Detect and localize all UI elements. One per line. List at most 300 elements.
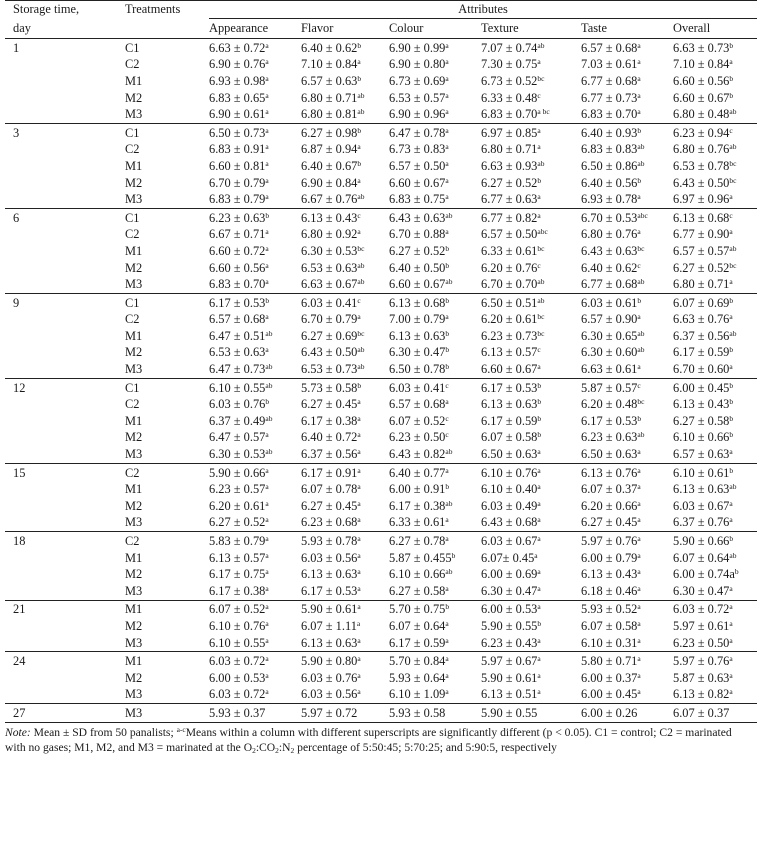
- table-row: [5, 260, 757, 277]
- significance-superscript: bc: [537, 73, 545, 83]
- mean-sd-value: 6.10 ± 0.40: [481, 482, 538, 497]
- texture-value-cell: [481, 57, 581, 74]
- treatment-cell: M3: [125, 277, 143, 292]
- significance-superscript: a: [445, 465, 449, 475]
- significance-superscript: b: [734, 567, 739, 577]
- significance-superscript: b: [537, 397, 542, 407]
- mean-sd-value: 5.90 ± 0.61: [481, 670, 538, 685]
- appearance-value-cell: [209, 550, 301, 567]
- texture-value-cell: [481, 276, 581, 293]
- mean-sd-value: 6.90 ± 0.80: [389, 57, 446, 72]
- colour-value-cell: [389, 312, 481, 329]
- appearance-value-cell: [209, 463, 301, 481]
- mean-sd-value: 6.63 ± 0.76: [673, 312, 730, 327]
- mean-sd-value: 6.37 ± 0.56: [673, 328, 730, 343]
- overall-value-cell: [673, 39, 757, 57]
- significance-superscript: c: [445, 380, 449, 390]
- mean-sd-value: 6.50 ± 0.78: [389, 362, 446, 377]
- mean-sd-value: 6.23 ± 0.50: [389, 430, 446, 445]
- table-row: [5, 515, 757, 532]
- significance-superscript: b: [729, 295, 734, 305]
- significance-superscript: a: [637, 227, 641, 237]
- colour-value-cell: [389, 498, 481, 515]
- flavor-value-cell: [301, 345, 389, 362]
- taste-value-cell: [581, 430, 673, 447]
- texture-value-cell: [481, 515, 581, 532]
- significance-superscript: a: [265, 312, 269, 322]
- texture-value-cell: [481, 90, 581, 107]
- flavor-value-cell: [301, 463, 389, 481]
- mean-sd-value: 6.20 ± 0.61: [209, 498, 266, 513]
- mean-sd-value: 6.30 ± 0.47: [481, 583, 538, 598]
- significance-superscript: a: [637, 550, 641, 560]
- mean-sd-value: 6.07 ± 0.37: [581, 482, 638, 497]
- mean-sd-value: 6.57 ± 0.50: [389, 158, 446, 173]
- significance-superscript: a: [537, 142, 541, 152]
- significance-superscript: b: [729, 40, 734, 50]
- texture-value-cell: [481, 670, 581, 687]
- mean-sd-value: 6.43 ± 0.82: [389, 447, 446, 462]
- mean-sd-value: 6.90 ± 0.99: [389, 40, 446, 55]
- colour-value-cell: [389, 481, 481, 498]
- storage-day-cell: [5, 243, 123, 260]
- significance-superscript: ab: [357, 345, 365, 355]
- overall-value-cell: [673, 175, 757, 192]
- table-row: [5, 583, 757, 600]
- significance-superscript: b: [451, 550, 456, 560]
- significance-superscript: a: [265, 192, 269, 202]
- texture-value-cell: [481, 123, 581, 141]
- mean-sd-value: 6.50 ± 0.51: [481, 295, 538, 310]
- mean-sd-value: 6.47 ± 0.57: [209, 430, 266, 445]
- mean-sd-value: 6.80 ± 0.92: [301, 227, 358, 242]
- texture-value-cell: [481, 191, 581, 208]
- mean-sd-value: 6.40 ± 0.50: [389, 260, 446, 275]
- mean-sd-value: 6.67 ± 0.76: [301, 192, 358, 207]
- treatment-cell: M2: [125, 498, 143, 513]
- mean-sd-value: 6.77 ± 0.73: [581, 90, 638, 105]
- storage-day-cell: [5, 481, 123, 498]
- mean-sd-value: 6.43 ± 0.63: [581, 243, 638, 258]
- mean-sd-value: 6.17 ± 0.53: [481, 380, 538, 395]
- col-overall: Overall: [673, 19, 757, 39]
- significance-superscript: c: [357, 210, 361, 220]
- significance-superscript: b: [445, 362, 450, 372]
- overall-value-cell: [673, 208, 757, 226]
- taste-value-cell: [581, 550, 673, 567]
- mean-sd-value: 6.30 ± 0.53: [209, 447, 266, 462]
- colour-value-cell: [389, 378, 481, 396]
- mean-sd-value: 6.23 ± 0.63: [209, 210, 266, 225]
- significance-superscript: a: [637, 583, 641, 593]
- taste-value-cell: [581, 328, 673, 345]
- significance-superscript: a: [265, 90, 269, 100]
- significance-superscript: a: [357, 482, 361, 492]
- mean-sd-value: 5.97 ± 0.72: [301, 705, 358, 720]
- appearance-value-cell: [209, 293, 301, 311]
- mean-sd-value: 5.97 ± 0.76: [673, 654, 730, 669]
- significance-superscript: a: [265, 515, 269, 525]
- mean-sd-value: 6.73 ± 0.69: [389, 73, 446, 88]
- significance-superscript: a: [265, 73, 269, 83]
- taste-value-cell: [581, 498, 673, 515]
- storage-day-cell: 9: [5, 293, 123, 311]
- mean-sd-value: 6.27 ± 0.69: [301, 328, 358, 343]
- mean-sd-value: 6.83 ± 0.75: [389, 192, 446, 207]
- mean-sd-value: 6.13 ± 0.57: [481, 345, 538, 360]
- appearance-value-cell: [209, 106, 301, 123]
- overall-value-cell: [673, 652, 757, 670]
- mean-sd-value: 6.57 ± 0.63: [301, 73, 358, 88]
- mean-sd-value: 6.53 ± 0.63: [209, 345, 266, 360]
- mean-sd-value: 6.70 ± 0.79: [209, 175, 266, 190]
- significance-superscript: a: [265, 602, 269, 612]
- storage-day-cell: 24: [5, 652, 123, 670]
- mean-sd-value: 6.80 ± 0.76: [673, 142, 730, 157]
- significance-superscript: a: [445, 635, 449, 645]
- significance-superscript: ab: [357, 90, 365, 100]
- significance-superscript: c: [445, 430, 449, 440]
- mean-sd-value: 6.53 ± 0.63: [301, 260, 358, 275]
- significance-superscript: ab: [357, 362, 365, 372]
- overall-value-cell: [673, 106, 757, 123]
- significance-superscript: b: [445, 328, 450, 338]
- significance-superscript: a: [637, 534, 641, 544]
- significance-superscript: c: [357, 295, 361, 305]
- mean-sd-value: 6.07 ± 0.78: [301, 482, 358, 497]
- colour-value-cell: [389, 293, 481, 311]
- texture-value-cell: [481, 652, 581, 670]
- treatment-cell: M2: [125, 670, 143, 685]
- table-row: [5, 618, 757, 635]
- mean-sd-value: 6.27 ± 0.45: [581, 515, 638, 530]
- overall-value-cell: [673, 413, 757, 430]
- mean-sd-value: 6.07 ± 0.64: [389, 618, 446, 633]
- mean-sd-value: 6.13 ± 0.76: [581, 465, 638, 480]
- significance-superscript: b: [537, 430, 542, 440]
- mean-sd-value: 6.60 ± 0.56: [209, 260, 266, 275]
- mean-sd-value: 6.13 ± 0.68: [389, 295, 446, 310]
- significance-superscript: c: [637, 380, 641, 390]
- significance-superscript: a: [537, 654, 541, 664]
- col-texture: Texture: [481, 19, 581, 39]
- mean-sd-value: 5.97 ± 0.67: [481, 654, 538, 669]
- mean-sd-value: 6.23 ± 0.94: [673, 125, 730, 140]
- mean-sd-value: 6.87 ± 0.94: [301, 142, 358, 157]
- colour-value-cell: [389, 652, 481, 670]
- colour-value-cell: [389, 158, 481, 175]
- appearance-value-cell: [209, 618, 301, 635]
- treatment-cell: C2: [125, 57, 140, 72]
- table-row: [5, 243, 757, 260]
- significance-superscript: a: [357, 447, 361, 457]
- treatment-cell: M2: [125, 260, 143, 275]
- mean-sd-value: 6.70 ± 0.53: [581, 210, 638, 225]
- table-row: [5, 446, 757, 463]
- significance-superscript: a: [265, 465, 269, 475]
- flavor-value-cell: [301, 191, 389, 208]
- significance-superscript: a: [445, 515, 449, 525]
- flavor-value-cell: [301, 90, 389, 107]
- significance-superscript: b: [729, 430, 734, 440]
- mean-sd-value: 6.50 ± 0.63: [581, 447, 638, 462]
- significance-superscript: a: [637, 498, 641, 508]
- overall-value-cell: [673, 378, 757, 396]
- significance-superscript: b: [537, 413, 542, 423]
- colour-value-cell: [389, 142, 481, 159]
- mean-sd-value: 6.20 ± 0.61: [481, 312, 538, 327]
- mean-sd-value: 6.13 ± 0.63: [481, 397, 538, 412]
- significance-superscript: bc: [729, 158, 737, 168]
- significance-superscript: c: [537, 345, 541, 355]
- significance-superscript: a: [537, 465, 541, 475]
- significance-superscript: b: [537, 380, 542, 390]
- storage-day-cell: [5, 142, 123, 159]
- treatment-cell: M3: [125, 687, 143, 702]
- col-flavor: Flavor: [301, 19, 389, 39]
- treatment-cell: M1: [125, 158, 143, 173]
- significance-superscript: a: [637, 635, 641, 645]
- mean-sd-value: 6.17 ± 0.53: [209, 295, 266, 310]
- appearance-value-cell: [209, 328, 301, 345]
- mean-sd-value: 6.00 ± 0.45: [581, 687, 638, 702]
- significance-superscript: bc: [729, 260, 737, 270]
- table-row: [5, 550, 757, 567]
- storage-day-cell: 18: [5, 532, 123, 550]
- mean-sd-value: 5.97 ± 0.61: [673, 618, 730, 633]
- overall-value-cell: [673, 361, 757, 378]
- overall-value-cell: [673, 396, 757, 413]
- taste-value-cell: [581, 652, 673, 670]
- mean-sd-value: 6.07 ± 0.37: [673, 705, 730, 720]
- mean-sd-value: 6.43 ± 0.50: [301, 345, 358, 360]
- mean-sd-value: 7.03 ± 0.61: [581, 57, 638, 72]
- overall-value-cell: [673, 704, 757, 723]
- significance-superscript: a: [537, 192, 541, 202]
- significance-superscript: a: [265, 550, 269, 560]
- flavor-value-cell: [301, 600, 389, 618]
- mean-sd-value: 6.20 ± 0.48: [581, 397, 638, 412]
- significance-superscript: a: [537, 687, 541, 697]
- colour-value-cell: [389, 670, 481, 687]
- overall-value-cell: [673, 635, 757, 652]
- treatment-cell: C1: [123, 208, 209, 226]
- overall-value-cell: [673, 583, 757, 600]
- flavor-value-cell: [301, 378, 389, 396]
- mean-sd-value: 6.43 ± 0.63: [389, 210, 446, 225]
- significance-superscript: a: [445, 107, 449, 117]
- mean-sd-value: 6.90 ± 0.96: [389, 107, 446, 122]
- mean-sd-value: 6.03 ± 0.67: [481, 534, 538, 549]
- significance-superscript: ab: [537, 40, 545, 50]
- significance-superscript: a: [265, 227, 269, 237]
- significance-superscript: a: [637, 73, 641, 83]
- taste-value-cell: [581, 687, 673, 704]
- mean-sd-value: 6.00 ± 0.37: [581, 670, 638, 685]
- taste-value-cell: [581, 39, 673, 57]
- mean-sd-value: 5.83 ± 0.79: [209, 534, 266, 549]
- table-row: [5, 413, 757, 430]
- mean-sd-value: 6.80 ± 0.71: [301, 90, 358, 105]
- mean-sd-value: 6.23 ± 0.57: [209, 482, 266, 497]
- mean-sd-value: 6.37 ± 0.49: [209, 413, 266, 428]
- mean-sd-value: 6.57 ± 0.68: [209, 312, 266, 327]
- significance-superscript: a: [265, 125, 269, 135]
- appearance-value-cell: [209, 276, 301, 293]
- significance-superscript: a: [637, 40, 641, 50]
- note-text-5: percentage of 5:50:45; 5:70:25; and 5:90:5, respectively: [294, 740, 557, 754]
- table-row: [5, 123, 757, 141]
- mean-sd-value: 5.90 ± 0.66: [673, 534, 730, 549]
- flavor-value-cell: [301, 106, 389, 123]
- treatment-cell: M1: [125, 243, 143, 258]
- significance-superscript: a: [445, 73, 449, 83]
- appearance-value-cell: [209, 600, 301, 618]
- storage-day-cell: [5, 361, 123, 378]
- texture-value-cell: [481, 243, 581, 260]
- mean-sd-value: 6.17 ± 0.53: [581, 413, 638, 428]
- significance-superscript: b: [445, 243, 450, 253]
- significance-superscript: ab: [265, 328, 273, 338]
- flavor-value-cell: [301, 293, 389, 311]
- flavor-value-cell: [301, 158, 389, 175]
- significance-superscript: b: [729, 90, 734, 100]
- colour-value-cell: [389, 515, 481, 532]
- overall-value-cell: [673, 191, 757, 208]
- mean-sd-value: 6.50 ± 0.86: [581, 158, 638, 173]
- mean-sd-value: 6.07 ± 0.52: [209, 602, 266, 617]
- mean-sd-value: 5.73 ± 0.58: [301, 380, 358, 395]
- significance-superscript: a: [357, 57, 361, 67]
- significance-superscript: a: [265, 498, 269, 508]
- significance-superscript: a: [637, 482, 641, 492]
- significance-superscript: a: [445, 618, 449, 628]
- significance-superscript: a: [265, 654, 269, 664]
- mean-sd-value: 6.80 ± 0.48: [673, 107, 730, 122]
- appearance-value-cell: [209, 532, 301, 550]
- overall-value-cell: [673, 227, 757, 244]
- storage-day-cell: [5, 583, 123, 600]
- mean-sd-value: 6.27 ± 0.45: [301, 498, 358, 513]
- treatment-cell: C1: [123, 378, 209, 396]
- significance-superscript: a: [356, 618, 361, 628]
- mean-sd-value: 5.93 ± 0.52: [581, 602, 638, 617]
- colour-value-cell: [389, 243, 481, 260]
- significance-superscript: a: [265, 175, 269, 185]
- table-row: [5, 312, 757, 329]
- significance-superscript: a: [265, 345, 269, 355]
- texture-value-cell: [481, 481, 581, 498]
- mean-sd-value: 6.20 ± 0.66: [581, 498, 638, 513]
- note-sub-n2: 2: [290, 745, 295, 755]
- treatment-cell: M1: [125, 482, 143, 497]
- significance-superscript: ab: [537, 277, 545, 287]
- significance-superscript: a: [265, 107, 269, 117]
- significance-superscript: bc: [637, 397, 645, 407]
- significance-superscript: a: [537, 534, 541, 544]
- significance-superscript: ab: [445, 210, 453, 220]
- flavor-value-cell: [301, 618, 389, 635]
- mean-sd-value: 6.93 ± 0.78: [581, 192, 638, 207]
- storage-day-cell: [5, 515, 123, 532]
- significance-superscript: a: [265, 482, 269, 492]
- flavor-value-cell: [301, 260, 389, 277]
- mean-sd-value: 6.13 ± 0.63: [389, 328, 446, 343]
- significance-superscript: ab: [265, 447, 273, 457]
- significance-superscript: a: [445, 583, 449, 593]
- appearance-value-cell: [209, 704, 301, 723]
- mean-sd-value: 5.87 ± 0.455: [389, 550, 452, 565]
- significance-superscript: a: [357, 413, 361, 423]
- significance-superscript: a: [637, 465, 641, 475]
- significance-superscript: ab: [265, 362, 273, 372]
- significance-superscript: a: [537, 447, 541, 457]
- mean-sd-value: 6.83 ± 0.65: [209, 90, 266, 105]
- mean-sd-value: 5.90 ± 0.55: [481, 618, 538, 633]
- mean-sd-value: 6.23 ± 0.68: [301, 515, 358, 530]
- mean-sd-value: 6.00 ± 0.91: [389, 482, 446, 497]
- appearance-value-cell: [209, 635, 301, 652]
- significance-superscript: a: [537, 515, 541, 525]
- treatment-cell: M3: [125, 107, 143, 122]
- mean-sd-value: 6.00 ± 0.53: [209, 670, 266, 685]
- mean-sd-value: 6.60 ± 0.56: [673, 73, 730, 88]
- table-row: [5, 430, 757, 447]
- significance-superscript: b: [445, 345, 450, 355]
- flavor-value-cell: [301, 446, 389, 463]
- overall-value-cell: [673, 481, 757, 498]
- significance-superscript: a: [265, 670, 269, 680]
- colour-value-cell: [389, 90, 481, 107]
- flavor-value-cell: [301, 243, 389, 260]
- treatment-cell: M3: [123, 704, 209, 723]
- mean-sd-value: 6.17 ± 0.38: [301, 413, 358, 428]
- significance-superscript: ab: [637, 158, 645, 168]
- mean-sd-value: 6.60 ± 0.67: [389, 277, 446, 292]
- appearance-value-cell: [209, 142, 301, 159]
- significance-superscript: a: [729, 447, 733, 457]
- table-row: [5, 532, 757, 550]
- mean-sd-value: 6.13 ± 0.43: [581, 567, 638, 582]
- flavor-value-cell: [301, 57, 389, 74]
- texture-value-cell: [481, 345, 581, 362]
- storage-day-cell: [5, 635, 123, 652]
- texture-value-cell: [481, 566, 581, 583]
- mean-sd-value: 6.27 ± 0.52: [209, 515, 266, 530]
- significance-superscript: ab: [537, 158, 545, 168]
- significance-superscript: a: [637, 57, 641, 67]
- significance-superscript: a: [265, 142, 269, 152]
- significance-superscript: a: [637, 447, 641, 457]
- colour-value-cell: [389, 532, 481, 550]
- mean-sd-value: 6.37 ± 0.56: [301, 447, 358, 462]
- mean-sd-value: 6.67 ± 0.71: [209, 227, 266, 242]
- storage-day-cell: [5, 345, 123, 362]
- mean-sd-value: 6.40 ± 0.67: [301, 158, 358, 173]
- note-text-4: :N: [278, 740, 291, 754]
- treatment-cell: M2: [125, 618, 143, 633]
- colour-value-cell: [389, 430, 481, 447]
- taste-value-cell: [581, 293, 673, 311]
- texture-value-cell: [481, 532, 581, 550]
- mean-sd-value: 6.47 ± 0.51: [209, 328, 266, 343]
- significance-superscript: a: [357, 515, 361, 525]
- significance-superscript: a: [729, 362, 733, 372]
- mean-sd-value: 6.47 ± 0.73: [209, 362, 266, 377]
- col-appearance: Appearance: [209, 19, 301, 39]
- significance-superscript: b: [729, 73, 734, 83]
- taste-value-cell: [581, 191, 673, 208]
